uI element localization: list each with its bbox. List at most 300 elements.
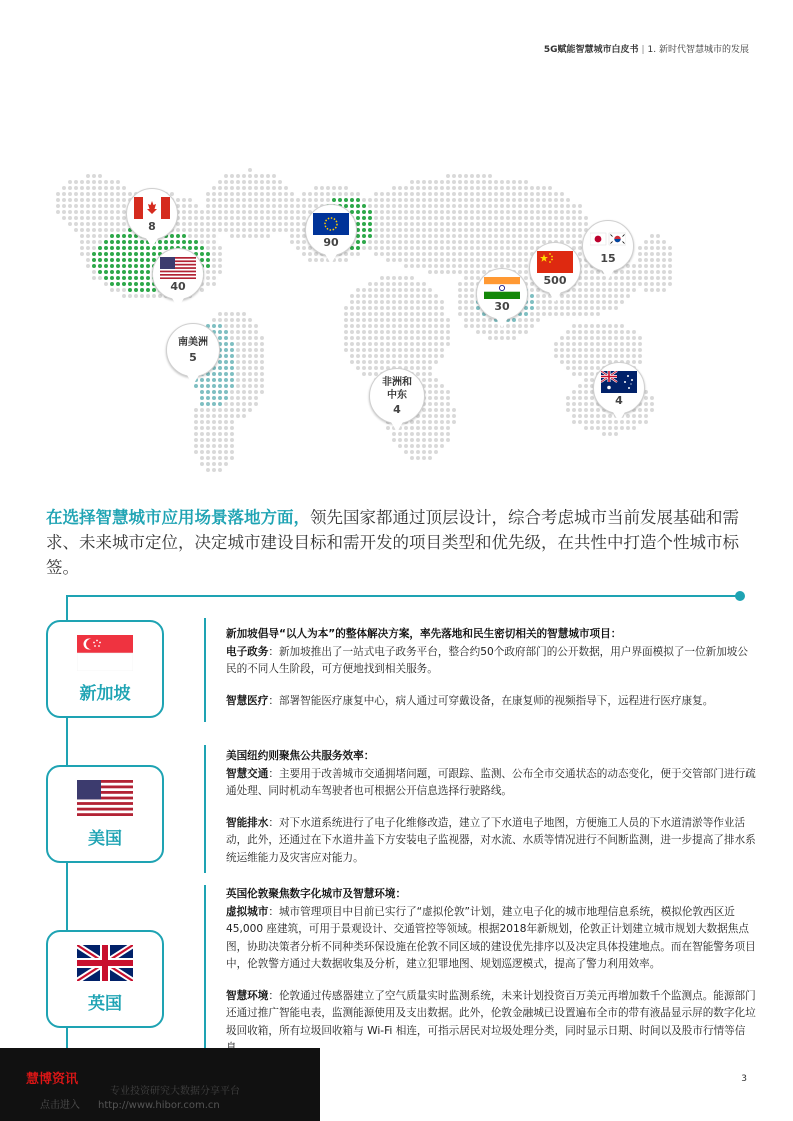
- map-dot: [494, 180, 498, 184]
- map-dot: [548, 306, 552, 310]
- map-dot: [512, 330, 516, 334]
- map-dot: [422, 366, 426, 370]
- map-dot: [362, 246, 366, 250]
- map-dot: [524, 210, 528, 214]
- map-dot: [134, 276, 138, 280]
- map-dot: [296, 240, 300, 244]
- map-dot: [122, 276, 126, 280]
- map-dot: [356, 246, 360, 250]
- map-dot: [68, 198, 72, 202]
- map-dot: [134, 264, 138, 268]
- map-dot: [212, 186, 216, 190]
- map-dot: [374, 312, 378, 316]
- map-dot: [386, 330, 390, 334]
- map-dot: [434, 264, 438, 268]
- map-dot: [62, 210, 66, 214]
- map-dot: [212, 408, 216, 412]
- map-dot: [614, 354, 618, 358]
- map-dot: [134, 288, 138, 292]
- map-dot: [344, 198, 348, 202]
- map-dot: [614, 348, 618, 352]
- map-dot: [566, 228, 570, 232]
- country-card-usa: [46, 765, 164, 863]
- map-dot: [206, 222, 210, 226]
- map-dot: [200, 288, 204, 292]
- map-dot: [374, 204, 378, 208]
- map-dot: [416, 318, 420, 322]
- map-dot: [500, 240, 504, 244]
- map-dot: [212, 324, 216, 328]
- map-dot: [464, 186, 468, 190]
- map-dot: [104, 240, 108, 244]
- map-dot: [362, 210, 366, 214]
- map-dot: [578, 288, 582, 292]
- map-dot: [200, 420, 204, 424]
- map-dot: [260, 372, 264, 376]
- map-dot: [500, 252, 504, 256]
- map-dot: [398, 342, 402, 346]
- map-dot: [386, 318, 390, 322]
- map-dot: [122, 192, 126, 196]
- map-dot: [464, 300, 468, 304]
- map-dot: [254, 336, 258, 340]
- map-dot: [578, 390, 582, 394]
- map-dot: [518, 186, 522, 190]
- map-dot: [620, 336, 624, 340]
- map-dot: [236, 372, 240, 376]
- map-dot: [434, 396, 438, 400]
- map-dot: [272, 198, 276, 202]
- map-dot: [98, 252, 102, 256]
- map-dot: [404, 438, 408, 442]
- map-dot: [470, 216, 474, 220]
- map-dot: [416, 366, 420, 370]
- map-dot: [230, 228, 234, 232]
- map-dot: [86, 174, 90, 178]
- map-dot: [194, 408, 198, 412]
- map-dot: [578, 294, 582, 298]
- map-dot: [98, 204, 102, 208]
- pin-value: 15: [600, 251, 616, 265]
- map-dot: [494, 198, 498, 202]
- map-dot: [578, 228, 582, 232]
- map-dot: [470, 276, 474, 280]
- map-dot: [416, 342, 420, 346]
- map-dot: [530, 228, 534, 232]
- map-dot: [422, 192, 426, 196]
- map-dot: [236, 222, 240, 226]
- map-dot: [590, 342, 594, 346]
- map-dot: [86, 198, 90, 202]
- map-dot: [638, 264, 642, 268]
- map-dot: [404, 222, 408, 226]
- map-dot: [344, 186, 348, 190]
- map-dot: [506, 330, 510, 334]
- pin-value: 40: [170, 279, 186, 293]
- map-dot: [428, 246, 432, 250]
- map-dot: [464, 234, 468, 238]
- map-dot: [422, 234, 426, 238]
- map-dot: [254, 210, 258, 214]
- map-dot: [614, 306, 618, 310]
- pin-value: 30: [494, 299, 510, 313]
- map-dot: [614, 324, 618, 328]
- world-map: [0, 150, 793, 490]
- map-dot: [104, 198, 108, 202]
- map-dot: [638, 276, 642, 280]
- map-dot: [200, 462, 204, 466]
- map-dot: [434, 336, 438, 340]
- map-dot: [458, 204, 462, 208]
- map-dot: [356, 204, 360, 208]
- map-dot: [332, 186, 336, 190]
- map-dot: [410, 366, 414, 370]
- map-dot: [614, 426, 618, 430]
- map-dot: [596, 324, 600, 328]
- map-dot: [194, 216, 198, 220]
- map-dot: [422, 216, 426, 220]
- map-dot: [434, 324, 438, 328]
- map-dot: [410, 444, 414, 448]
- map-dot: [368, 282, 372, 286]
- map-dot: [482, 264, 486, 268]
- map-dot: [632, 270, 636, 274]
- map-dot: [116, 240, 120, 244]
- map-dot: [578, 354, 582, 358]
- map-dot: [98, 240, 102, 244]
- map-dot: [488, 324, 492, 328]
- map-dot: [578, 348, 582, 352]
- map-dot: [410, 330, 414, 334]
- map-dot: [572, 228, 576, 232]
- map-dot: [398, 192, 402, 196]
- map-dot: [224, 204, 228, 208]
- pin-china: [529, 242, 581, 294]
- map-dot: [428, 306, 432, 310]
- case-item-text: ：伦敦通过传感器建立了空气质量实时监测系统，未来计划投资百万美元再增加数千个监测点。能源部门还通过推广智能电表，监测能源使用及支出数据。此外，伦敦金融城已设置遍布全市的带有液晶显示屏的数字化垃圾回收箱，所有垃圾回收箱与 Wi-Fi 相连，可指示居民对垃圾处理分类，同时显示日期、时间以及股市行情等信: [226, 989, 756, 1037]
- map-dot: [374, 192, 378, 196]
- map-dot: [536, 300, 540, 304]
- map-dot: [542, 300, 546, 304]
- map-dot: [80, 222, 84, 226]
- map-dot: [128, 252, 132, 256]
- watermark-banner[interactable]: [0, 1048, 320, 1121]
- map-dot: [422, 288, 426, 292]
- map-dot: [392, 282, 396, 286]
- map-dot: [584, 402, 588, 406]
- map-dot: [542, 222, 546, 226]
- map-dot: [392, 228, 396, 232]
- map-dot: [446, 252, 450, 256]
- map-dot: [452, 174, 456, 178]
- map-dot: [596, 408, 600, 412]
- map-dot: [416, 426, 420, 430]
- case-heading: 新加坡倡导“以人为本”的整体解决方案，率先落地和民生密切相关的智慧城市项目：: [226, 628, 622, 640]
- map-dot: [428, 438, 432, 442]
- map-dot: [242, 402, 246, 406]
- map-dot: [392, 330, 396, 334]
- map-dot: [194, 204, 198, 208]
- map-dot: [548, 210, 552, 214]
- map-dot: [290, 198, 294, 202]
- map-dot: [440, 420, 444, 424]
- case-item-text: ：对下水道系统进行了电子化维修改造，建立了下水道电子地图，方便施工人员的下水道清淤等作业活动，此外，还通过在下水道井盖下方安装电子监视器，对水流、水质等情况进行不间断监测，进一步提高了排水系统运维能力及灾害应对能力。: [226, 816, 756, 864]
- map-dot: [440, 228, 444, 232]
- map-dot: [224, 390, 228, 394]
- map-dot: [440, 222, 444, 226]
- map-dot: [158, 240, 162, 244]
- map-dot: [230, 366, 234, 370]
- map-dot: [500, 258, 504, 262]
- map-dot: [254, 180, 258, 184]
- map-dot: [380, 354, 384, 358]
- map-dot: [104, 186, 108, 190]
- map-dot: [74, 216, 78, 220]
- header-title: 5G赋能智慧城市白皮书: [543, 45, 639, 55]
- map-dot: [92, 222, 96, 226]
- map-dot: [200, 234, 204, 238]
- map-dot: [488, 258, 492, 262]
- map-dot: [428, 198, 432, 202]
- map-dot: [224, 402, 228, 406]
- map-dot: [548, 216, 552, 220]
- map-dot: [146, 294, 150, 298]
- map-dot: [302, 192, 306, 196]
- map-dot: [446, 234, 450, 238]
- map-dot: [548, 204, 552, 208]
- map-dot: [266, 210, 270, 214]
- map-dot: [446, 426, 450, 430]
- map-dot: [602, 432, 606, 436]
- case-text-usa: [226, 748, 756, 867]
- map-dot: [368, 318, 372, 322]
- map-dot: [434, 402, 438, 406]
- map-dot: [224, 444, 228, 448]
- map-dot: [416, 348, 420, 352]
- map-dot: [656, 276, 660, 280]
- map-dot: [116, 222, 120, 226]
- map-dot: [386, 258, 390, 262]
- map-dot: [554, 210, 558, 214]
- watermark-enter-link[interactable]: 点击进入: [40, 1100, 80, 1111]
- map-dot: [266, 204, 270, 208]
- map-dot: [608, 354, 612, 358]
- map-dot: [512, 252, 516, 256]
- map-dot: [236, 366, 240, 370]
- map-dot: [230, 408, 234, 412]
- map-dot: [248, 180, 252, 184]
- map-dot: [218, 402, 222, 406]
- map-dot: [218, 432, 222, 436]
- map-dot: [434, 294, 438, 298]
- timeline-end-dot: [735, 591, 745, 601]
- map-dot: [212, 444, 216, 448]
- map-dot: [236, 402, 240, 406]
- map-dot: [98, 198, 102, 202]
- map-dot: [356, 330, 360, 334]
- map-dot: [470, 258, 474, 262]
- map-dot: [434, 318, 438, 322]
- map-dot: [194, 234, 198, 238]
- map-dot: [536, 192, 540, 196]
- watermark-link-row[interactable]: [40, 1096, 220, 1111]
- pin-label: 非洲和 中东: [382, 377, 412, 401]
- map-dot: [644, 402, 648, 406]
- map-dot: [446, 180, 450, 184]
- map-dot: [416, 312, 420, 316]
- map-dot: [530, 186, 534, 190]
- map-dot: [428, 390, 432, 394]
- map-dot: [134, 246, 138, 250]
- map-dot: [458, 210, 462, 214]
- map-dot: [500, 228, 504, 232]
- map-dot: [506, 210, 510, 214]
- map-dot: [200, 378, 204, 382]
- map-dot: [386, 198, 390, 202]
- map-dot: [428, 378, 432, 382]
- map-dot: [224, 456, 228, 460]
- map-dot: [278, 180, 282, 184]
- map-dot: [206, 198, 210, 202]
- map-dot: [596, 282, 600, 286]
- map-dot: [518, 204, 522, 208]
- map-dot: [92, 234, 96, 238]
- map-dot: [110, 228, 114, 232]
- map-dot: [248, 216, 252, 220]
- map-dot: [458, 300, 462, 304]
- map-dot: [554, 228, 558, 232]
- map-dot: [206, 408, 210, 412]
- map-dot: [380, 342, 384, 346]
- map-dot: [452, 204, 456, 208]
- map-dot: [140, 276, 144, 280]
- map-dot: [410, 234, 414, 238]
- map-dot: [104, 180, 108, 184]
- map-dot: [470, 180, 474, 184]
- watermark-url[interactable]: http://www.hibor.com.cn: [98, 1100, 220, 1111]
- map-dot: [344, 258, 348, 262]
- map-dot: [578, 282, 582, 286]
- map-dot: [572, 372, 576, 376]
- map-dot: [494, 216, 498, 220]
- map-dot: [668, 246, 672, 250]
- map-dot: [554, 222, 558, 226]
- map-dot: [242, 360, 246, 364]
- map-dot: [224, 450, 228, 454]
- map-dot: [428, 294, 432, 298]
- map-dot: [386, 300, 390, 304]
- map-dot: [224, 336, 228, 340]
- map-dot: [224, 348, 228, 352]
- map-dot: [422, 300, 426, 304]
- map-dot: [566, 336, 570, 340]
- map-dot: [422, 354, 426, 358]
- map-dot: [284, 198, 288, 202]
- map-dot: [572, 216, 576, 220]
- map-dot: [410, 228, 414, 232]
- map-dot: [578, 210, 582, 214]
- intro-paragraph: [46, 505, 756, 580]
- map-dot: [326, 186, 330, 190]
- map-dot: [584, 336, 588, 340]
- map-dot: [482, 318, 486, 322]
- map-dot: [398, 282, 402, 286]
- map-dot: [428, 360, 432, 364]
- map-dot: [314, 186, 318, 190]
- map-dot: [632, 336, 636, 340]
- map-dot: [230, 336, 234, 340]
- map-dot: [584, 396, 588, 400]
- map-dot: [470, 204, 474, 208]
- map-dot: [416, 246, 420, 250]
- map-dot: [362, 306, 366, 310]
- map-dot: [356, 294, 360, 298]
- map-dot: [590, 408, 594, 412]
- map-dot: [524, 222, 528, 226]
- map-dot: [626, 336, 630, 340]
- map-dot: [500, 246, 504, 250]
- map-dot: [212, 198, 216, 202]
- pin-value: 4: [615, 393, 623, 407]
- map-dot: [188, 216, 192, 220]
- map-dot: [212, 222, 216, 226]
- map-dot: [464, 222, 468, 226]
- map-dot: [212, 264, 216, 268]
- map-dot: [98, 174, 102, 178]
- map-dot: [482, 330, 486, 334]
- map-dot: [512, 234, 516, 238]
- map-dot: [452, 264, 456, 268]
- map-dot: [104, 270, 108, 274]
- map-dot: [446, 264, 450, 268]
- map-dot: [92, 192, 96, 196]
- map-dot: [56, 210, 60, 214]
- map-dot: [218, 192, 222, 196]
- map-dot: [392, 276, 396, 280]
- map-dot: [506, 234, 510, 238]
- map-dot: [224, 384, 228, 388]
- map-dot: [578, 330, 582, 334]
- map-dot: [656, 246, 660, 250]
- map-dot: [224, 366, 228, 370]
- map-dot: [182, 204, 186, 208]
- map-dot: [542, 234, 546, 238]
- map-dot: [356, 318, 360, 322]
- map-dot: [92, 198, 96, 202]
- map-dot: [110, 186, 114, 190]
- map-dot: [362, 348, 366, 352]
- map-dot: [68, 192, 72, 196]
- map-dot: [566, 204, 570, 208]
- map-dot: [356, 192, 360, 196]
- map-dot: [398, 300, 402, 304]
- map-dot: [620, 276, 624, 280]
- map-dot: [248, 390, 252, 394]
- map-dot: [392, 342, 396, 346]
- map-dot: [368, 348, 372, 352]
- map-dot: [530, 306, 534, 310]
- map-dot: [584, 324, 588, 328]
- map-dot: [644, 396, 648, 400]
- map-dot: [452, 228, 456, 232]
- map-dot: [416, 198, 420, 202]
- map-dot: [410, 438, 414, 442]
- map-dot: [338, 198, 342, 202]
- map-dot: [446, 438, 450, 442]
- map-dot: [260, 180, 264, 184]
- map-dot: [188, 228, 192, 232]
- map-dot: [218, 408, 222, 412]
